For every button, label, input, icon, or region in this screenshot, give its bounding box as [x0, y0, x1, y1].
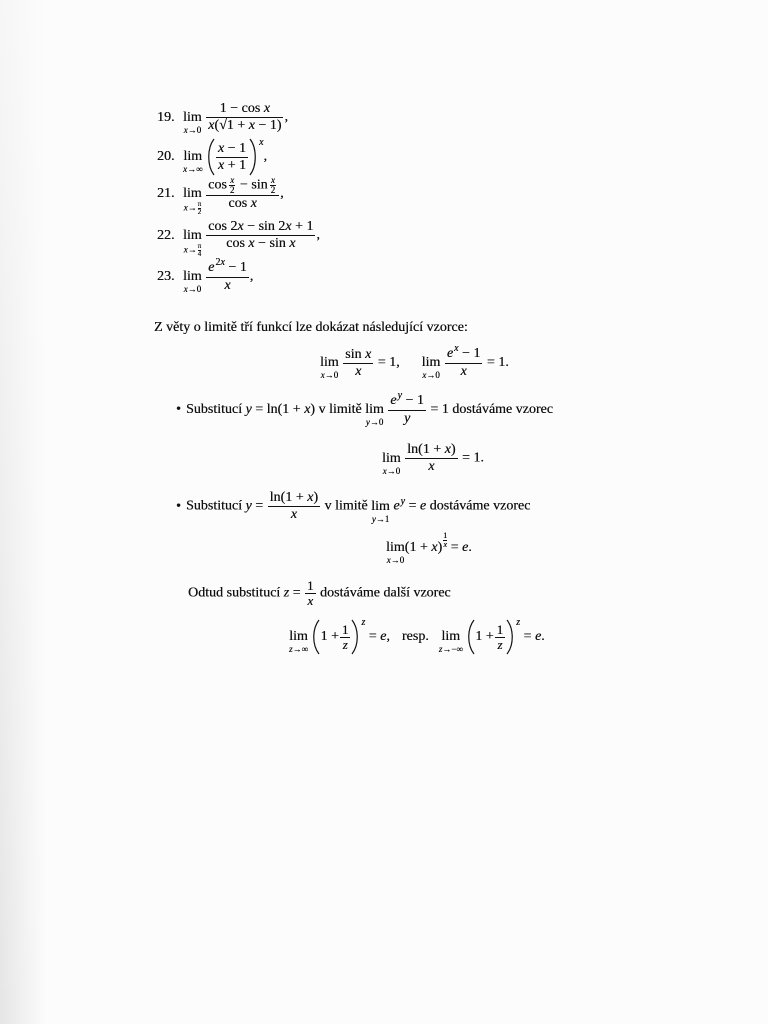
lim-label: lim [421, 355, 441, 371]
math-variable: x [217, 140, 225, 156]
lim-label: lim [382, 450, 401, 466]
subscript-fraction [198, 201, 202, 216]
equals-result: = 1. [462, 450, 484, 466]
math-variable: x [422, 370, 427, 381]
left-parenthesis-stroke [469, 620, 474, 654]
limit-subscript [184, 201, 202, 216]
denominator [268, 506, 320, 523]
odtud-text: Odtud substitucí z = [188, 585, 301, 601]
right-parenthesis-stroke [250, 139, 255, 175]
cos-function: cos [208, 177, 227, 193]
numerator: 1 [341, 621, 349, 637]
exercise-number: 19. [157, 109, 175, 125]
exponent [454, 343, 458, 354]
limit-operator [289, 630, 308, 654]
math-variable: y [245, 402, 252, 418]
math-variable: x [285, 219, 292, 234]
exercise-19 [157, 101, 288, 135]
limit-operator [183, 229, 202, 258]
limit-subscript: x→0 [183, 124, 202, 135]
math-variable: x [431, 540, 438, 555]
math-variable: x [365, 346, 372, 362]
formula-log-limit [382, 442, 484, 476]
math-variable: y [403, 411, 411, 426]
exercise-22 [157, 219, 320, 258]
math-variable: x [183, 284, 188, 295]
math-variable: x [230, 175, 235, 185]
denominator [343, 363, 373, 380]
bullet-text-end: = e dostáváme vzorec [408, 498, 531, 514]
half-angle-fraction [229, 176, 236, 195]
intro-text: Z věty o limitě tří funkcí lze dokázat následující vzorce: [154, 320, 468, 335]
math-variable: z [361, 617, 366, 629]
equals-result: = e. [523, 629, 545, 645]
limit-subscript: x→0 [320, 370, 339, 381]
numerator: 1 [307, 578, 314, 593]
trailing-comma: , [316, 227, 320, 243]
numerator: ln(1 + x) [407, 442, 456, 457]
math-variable: e [380, 629, 387, 645]
exercise-20 [157, 138, 267, 176]
denominator [206, 277, 249, 294]
trailing-comma: , [284, 109, 288, 125]
denominator [495, 637, 506, 652]
equals-result: = 1. [486, 355, 509, 371]
radicand: 1 + x [226, 118, 255, 133]
formula-standard-limits [320, 343, 509, 381]
subscript-denominator: 4 [197, 249, 202, 258]
right-parenthesis [249, 138, 258, 176]
limit-operator [386, 541, 405, 565]
exponent [516, 617, 520, 628]
math-variable: x [443, 540, 447, 550]
math-variable: y [397, 390, 402, 401]
lim-label: lim [441, 629, 461, 645]
limit-operator [320, 356, 339, 380]
exponent [361, 617, 365, 628]
math-variable: x [183, 164, 187, 175]
math-variable: x [444, 442, 451, 457]
math-variable: y [245, 498, 252, 514]
left-parenthesis [466, 619, 475, 655]
math-variable: e [446, 346, 454, 361]
math-variable: y [371, 513, 376, 524]
math-variable: y [365, 417, 370, 428]
equals-result: = 1, [377, 355, 400, 371]
limit-operator [371, 500, 390, 524]
bullet-text-mid: v limitě [324, 498, 368, 514]
fraction [445, 343, 483, 380]
math-variable: z [289, 644, 293, 655]
trailing-comma: , [249, 269, 254, 285]
resp-label: resp. [401, 629, 429, 645]
numerator-suffix: − 1 [401, 393, 424, 408]
denominator [445, 363, 483, 380]
numerator: x − 1 [217, 140, 247, 156]
bullet-text-end: = 1 dostáváme vzorec [430, 402, 553, 418]
fraction [216, 141, 248, 174]
limit-operator [183, 150, 202, 174]
limit-operator [439, 630, 463, 654]
denominator [206, 117, 283, 134]
denominator-prefix: x( [208, 118, 220, 133]
math-variable: x [263, 101, 270, 116]
limit-subscript: x→0 [183, 284, 202, 295]
limit-subscript: x→0 [382, 465, 401, 476]
exponential-base [393, 499, 399, 514]
limit-operator [183, 270, 202, 294]
intro-paragraph [154, 319, 468, 337]
numerator [206, 176, 279, 195]
half-angle-denominator: 2 [229, 185, 235, 195]
math-variable: x [259, 137, 264, 149]
limit-operator [365, 403, 384, 427]
subscript-numerator: π [197, 200, 202, 209]
math-variable: e [393, 498, 400, 514]
math-variable: x [217, 157, 225, 173]
lim-label: lim [183, 269, 202, 285]
numerator: ln(1 + x) [269, 490, 318, 505]
numerator [445, 343, 483, 363]
math-variable: x [289, 236, 296, 251]
denominator: cos x [206, 195, 279, 212]
bullet-text: Substitucí y = ln(1 + x) v limitě [186, 402, 362, 418]
odtud-paragraph [188, 579, 451, 608]
fraction [343, 347, 373, 380]
limit-subscript: x→0 [422, 370, 440, 381]
numerator [206, 257, 249, 277]
exponential-base [447, 346, 453, 361]
subscript-fraction [198, 243, 202, 258]
left-parenthesis [206, 138, 215, 176]
subscript-variable: x→ [183, 202, 197, 213]
left-parenthesis-stroke [209, 139, 214, 175]
numerator-suffix: − 1 [224, 260, 247, 275]
limit-operator [422, 356, 441, 380]
math-variable: x [460, 364, 467, 379]
exponent [401, 496, 405, 507]
math-variable: e [419, 498, 427, 514]
fraction [388, 390, 426, 427]
bullet-point: • [176, 498, 181, 514]
fraction [340, 623, 351, 652]
numerator: sin x [345, 346, 372, 362]
lim-label: lim [183, 149, 203, 165]
numerator-suffix: − 1 [458, 346, 481, 361]
math-variable: x [224, 278, 231, 293]
right-parenthesis-stroke [507, 620, 512, 654]
math-variable: x [183, 244, 188, 255]
math-variable: x [290, 507, 297, 522]
math-variable: x [320, 370, 325, 381]
numerator [388, 390, 426, 410]
limit-subscript: z→∞ [289, 644, 308, 655]
half-angle-numerator [270, 176, 277, 185]
fraction [206, 176, 279, 212]
subscript-variable: x→ [183, 244, 197, 255]
math-variable: e [390, 393, 397, 408]
fraction [206, 101, 283, 134]
bullet-point: • [176, 402, 181, 418]
limit-subscript: y→0 [365, 417, 384, 428]
lim-label: lim [386, 540, 405, 555]
exponent-denominator [443, 540, 447, 549]
math-variable: z [516, 617, 521, 629]
subscript-denominator: 2 [197, 208, 202, 217]
exercise-number: 21. [157, 186, 175, 202]
math-variable: z [438, 644, 443, 655]
denominator [305, 593, 316, 608]
exponent-fraction [443, 532, 447, 549]
math-variable: x [386, 555, 391, 565]
formula-euler-limits-infinity [289, 619, 545, 655]
math-variable: x [248, 236, 255, 251]
denominator-suffix: − 1) [254, 118, 282, 133]
limit-subscript: x→∞ [183, 164, 203, 175]
math-variable: x [428, 459, 435, 474]
bullet-substitution-exp [176, 490, 530, 524]
limit-operator [382, 452, 401, 476]
odtud-text-end: dostáváme další vzorec [320, 585, 451, 601]
exponential-base [390, 393, 396, 408]
inner-expression: 1 + [320, 629, 339, 645]
math-variable: x [183, 124, 188, 135]
numerator: cos 2x − sin 2x + 1 [208, 219, 314, 234]
lim-label: lim [183, 109, 202, 125]
denominator [405, 458, 457, 475]
exponential-base [208, 260, 214, 275]
math-variable: e [462, 540, 469, 555]
denominator: cos x − sin x [206, 235, 315, 252]
half-angle-fraction [270, 176, 277, 195]
math-variable: x [250, 196, 257, 211]
half-angle-denominator: 2 [270, 185, 276, 195]
subscript-numerator: π [197, 241, 202, 250]
math-variable: x [208, 118, 215, 133]
formula-euler-limit [386, 531, 472, 565]
power-base: (1 + x) [404, 540, 443, 555]
lim-label: lim [183, 227, 202, 243]
exercise-23 [157, 257, 254, 295]
left-parenthesis-stroke [314, 620, 319, 654]
limit-operator [183, 111, 202, 135]
lim-label: lim [371, 498, 390, 514]
equals-result: = e. [450, 540, 472, 555]
math-variable: x [307, 490, 314, 505]
denominator: x + 1 [217, 157, 247, 173]
math-variable: y [400, 495, 405, 507]
limit-subscript: z→−∞ [438, 644, 463, 655]
minus-sin: − sin [236, 177, 268, 193]
half-angle-numerator [229, 176, 236, 185]
math-variable: z [497, 636, 503, 652]
math-variable: x [355, 363, 362, 379]
exponent: 2x [215, 257, 225, 268]
fraction [268, 490, 320, 523]
fraction [405, 442, 457, 475]
fraction [206, 257, 249, 294]
lim-label: lim [320, 355, 339, 371]
denominator [388, 410, 426, 427]
math-variable: z [283, 585, 290, 601]
fraction [305, 579, 316, 608]
limit-subscript [184, 243, 202, 258]
scan-edge-shadow [0, 0, 46, 1024]
math-variable: x [304, 402, 311, 418]
math-variable: x [454, 343, 459, 354]
limit-operator [183, 187, 202, 216]
trailing-comma: , [280, 186, 284, 202]
math-variable: x [183, 202, 188, 213]
math-variable: x [248, 118, 255, 133]
math-variable: e [534, 629, 542, 645]
math-variable: x [307, 593, 314, 608]
lim-label: lim [365, 402, 384, 418]
lim-label: lim [183, 186, 202, 202]
exponent-numerator: 1 [443, 531, 448, 541]
math-variable: e [208, 260, 215, 275]
bullet-text: Substitucí y = [186, 498, 264, 514]
exponent [259, 137, 263, 148]
equals-result: = e, [368, 629, 390, 645]
right-parenthesis [506, 619, 515, 655]
exercise-number: 20. [157, 149, 175, 165]
math-variable: x [237, 219, 244, 234]
lim-label: lim [289, 629, 308, 645]
math-variable: x [220, 257, 225, 268]
math-variable: z [342, 636, 348, 652]
exercise-number: 22. [157, 227, 175, 243]
limit-subscript: x→0 [386, 555, 405, 565]
trailing-comma: , [263, 149, 267, 165]
right-parenthesis-stroke [352, 620, 357, 654]
math-variable: x [270, 175, 275, 185]
numerator: 1 − cos x [219, 101, 270, 116]
right-parenthesis [351, 619, 360, 655]
fraction [495, 623, 506, 652]
limit-subscript: y→1 [371, 513, 390, 524]
math-variable: x [382, 465, 387, 476]
exercise-number: 23. [157, 269, 175, 285]
denominator [340, 637, 351, 652]
fraction [206, 219, 315, 252]
square-root-sign: √ [219, 118, 227, 133]
inner-expression: 1 + [475, 629, 494, 645]
numerator: 1 [496, 621, 504, 637]
exponent [398, 390, 402, 401]
exercise-21 [157, 176, 284, 216]
bullet-substitution-log [176, 390, 553, 428]
